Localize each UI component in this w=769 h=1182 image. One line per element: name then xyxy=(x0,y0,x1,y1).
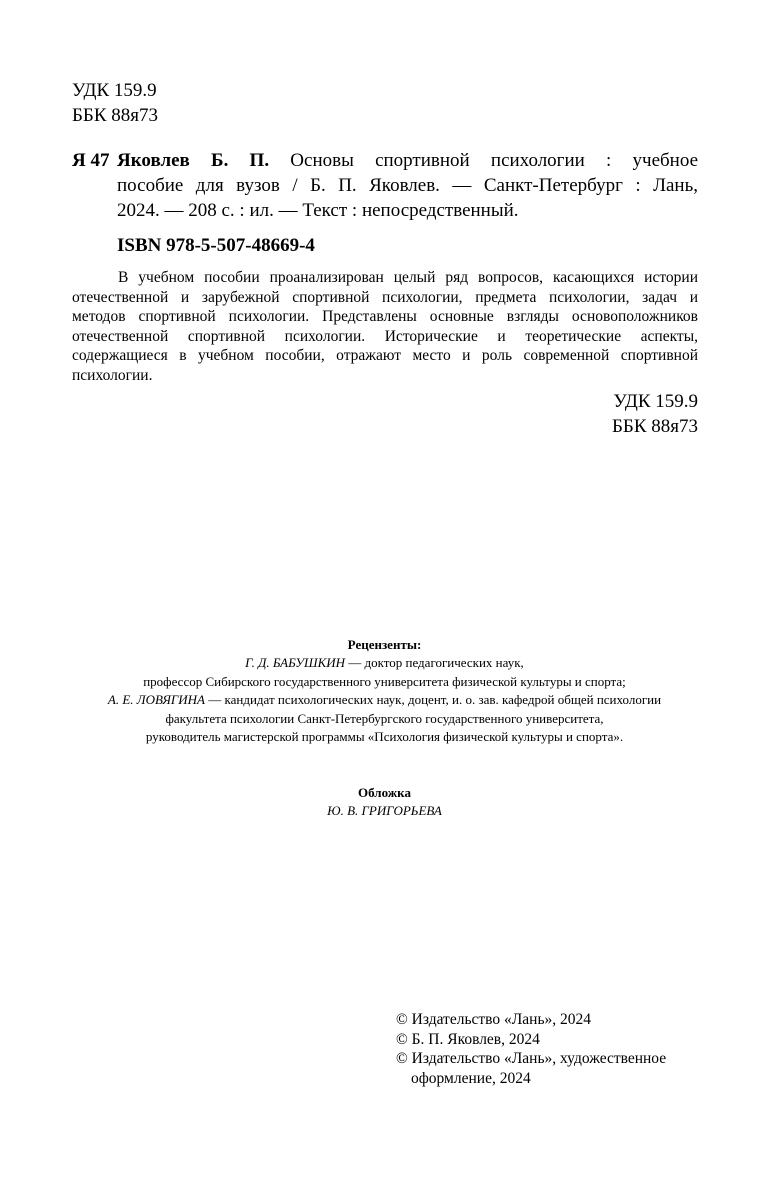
classification-codes-top xyxy=(72,78,158,128)
classification-codes-bottom xyxy=(612,389,698,439)
annotation xyxy=(72,268,698,385)
annotation-line: В учебном пособии проанализирован целый ряд вопросов, касающихся истории xyxy=(118,269,698,286)
udk-code: УДК 159.9 xyxy=(72,80,157,101)
reviewers-block xyxy=(0,636,769,746)
reviewer-credentials: — доктор педагогических наук, xyxy=(344,655,524,671)
copyright-block xyxy=(396,1010,666,1088)
bbk-code: ББК 88я73 xyxy=(72,105,158,126)
author-name: Яковлев Б. П. xyxy=(117,150,270,171)
reviewer-name: А. Е. ЛОВЯГИНА xyxy=(107,692,205,708)
reviewer-credentials: — кандидат психологических наук, доцент, и. о. зав. кафедрой общей психологии xyxy=(204,692,662,708)
title-text: Основы спортивной психологии : учебное xyxy=(290,150,698,171)
reviewer-line: факультета психологии Санкт-Петербургского государственного университета, xyxy=(165,710,604,726)
reviewer-line xyxy=(0,691,769,709)
copyright-line: оформление, 2024 xyxy=(411,1069,531,1087)
udk-code: УДК 159.9 xyxy=(613,391,698,412)
author-mark: Я 47 xyxy=(72,150,110,171)
cover-designer: Ю. В. ГРИГОРЬЕВА xyxy=(327,803,442,819)
reviewer-line: профессор Сибирского государственного университета физической культуры и спорта; xyxy=(143,673,626,689)
annotation-line: методов спортивной психологии. Представлены основные взгляды основоположников xyxy=(72,308,698,325)
bibliographic-line: пособие для вузов / Б. П. Яковлев. — Санкт-Петербург : Лань, xyxy=(117,175,698,196)
bibliographic-record xyxy=(117,148,698,223)
copyright-line: © Б. П. Яковлев, 2024 xyxy=(396,1030,540,1048)
annotation-line: содержащиеся в учебном пособии, отражают место и роль современной спортивной xyxy=(72,347,698,364)
cover-heading: Обложка xyxy=(358,785,411,800)
reviewer-name: Г. Д. БАБУШКИН xyxy=(245,655,345,671)
reviewer-line: руководитель магистерской программы «Психология физической культуры и спорта». xyxy=(145,729,624,745)
copyright-line: © Издательство «Лань», художественное xyxy=(396,1050,667,1067)
copyright-line: © Издательство «Лань», 2024 xyxy=(396,1011,592,1028)
bibliographic-line: 2024. — 208 с. : ил. — Текст : непосредственный. xyxy=(117,200,519,221)
annotation-line: психологии. xyxy=(72,366,153,384)
annotation-line: отечественной и зарубежной спортивной психологии, предмета психологии, задач и xyxy=(72,288,698,306)
bibliographic-line xyxy=(117,148,698,173)
reviewer-line xyxy=(0,654,769,672)
isbn: ISBN 978-5-507-48669-4 xyxy=(117,235,315,256)
bbk-code: ББК 88я73 xyxy=(612,416,698,437)
reviewers-heading: Рецензенты: xyxy=(347,637,422,652)
annotation-line: отечественной спортивной психологии. Исторические и теоретические аспекты, xyxy=(72,327,698,345)
cover-credit xyxy=(0,784,769,821)
